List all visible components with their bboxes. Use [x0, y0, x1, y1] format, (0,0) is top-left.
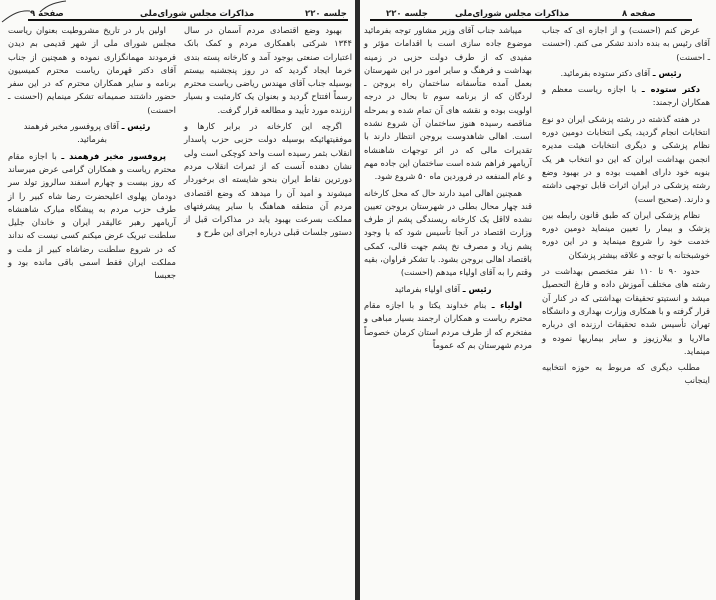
session-number: جلسه ۲۲۰: [386, 9, 428, 19]
paragraph-text: عرض کنم (احسنت) و از اجازه ای که جناب آقای رئیس به بنده دادند تشکر می کنم. (احسنت ـ احسنت): [542, 25, 710, 62]
paragraph: [8, 120, 176, 147]
page-8: [360, 0, 716, 600]
page-number: صفحه ۹: [30, 9, 64, 19]
paragraph: [8, 150, 176, 283]
paragraph: [8, 24, 176, 117]
paragraph-text: اولین بار در تاریخ مشروطیت بعنوان ریاست مجلس شورای ملی از شهر قدیمی بم دیدن فرمودند مهمانگزاری نموده و همچنین از جناب آقای دکتر قهرمان ریاست محترم کمیسیون برنامه و سایر همکاران محترم که در این سفر حضور داشتند صمیمانه تشکر مینمایم (احسنت ـ احسنت): [8, 25, 176, 115]
paragraph-text: با اجازه مقام محترم ریاست و همکاران گرامی عرض میرساند که روز بیست و چهارم اسفند سالروز تولد سر دودمان پهلوی اعلیحضرت رضا شاه کبیر را از طرف حزب مردم به پیشگاه مبارک شاهنشاه آریامهر رهبر عالیقدر ایران و خاندان جلیل سلطنت تبریک عرض میکنم کسی نیست که نداند که در شروع سلطنت رضاشاه کبیر از ملت و مملکت ایران فقط اسمی باقی مانده بود و جعبسا: [8, 150, 176, 281]
column-left: [8, 24, 176, 286]
speaker-name: پروفسور مخبر فرهمند ـ: [61, 150, 167, 161]
running-title: مذاکرات مجلس شورای‌ملی: [455, 9, 570, 19]
speaker-name: رئیس ـ: [652, 67, 682, 78]
paragraph-text: میباشد جناب آقای وزیر مشاور توجه بفرمائید موضوع جاده سازی است با اقدامات مؤثر و مفیدی که از طرف دولت حزبی در زمینه بهداشت و فرهنگ و سایر امور در این شهرستان بعمل آمده متأسفانه ساختمان راه بروجن ـ لردگان که از برنامه سوم تا بحال در درجه اولویت بوده و نقشه های آن تمام شده و بمرحله مناقصه رسیده هنوز ساختمان آن شروع نشده است. اهالی شاهدوست بروجن انتظار دارند با تقدیرات مالی که در اثر توجهات شاهنشاه آریامهر فراهم شده است ساختمان این جاده مهم و عام المنفعه در فروردین ماه ۵۰ شروع شود.: [364, 25, 532, 182]
paragraph: [542, 83, 710, 110]
paragraph: [364, 283, 532, 296]
paragraph: [364, 187, 532, 280]
paragraph-text: آقای پروفسور مخبر فرهمند بفرمائید.: [23, 121, 119, 145]
paragraph-text: همچنین اهالی امید دارند حال که محل کارخانه قند چهار محال بطلی در شهرستان بروجن تعیین نشده لااقل یک کارخانه ریسندگی پشم از طرف وزارت اقتصاد در آنجا تأسیس شود که با وجود پشم زیاد و مصرف نخ پشم جهت قالی، کمکی باقتصاد اهالی بروجن بشود. با تشکر فراوان، بقیه وقتم را به آقای اولیاء میدهم (احسنت): [364, 187, 532, 278]
paragraph-text: بهبود وضع اقتصادی مردم آسمان در سال ۱۳۴۴ شرکتی باهمکاری مردم و کمک بانک اعتبارات صنعتی بوجود آمد و کارخانه پسته بندی خرما ایجاد گردید که در روز پنجشنبه بیستم بوسیله جناب آقای مهندس ریاضی ریاست محترم رسماً افتتاح گردید و بعنوان یک کارمثبت و بسیار ارزنده مورد تأیید و مطالعه قرار گرفت.: [184, 25, 352, 115]
header-rule: [370, 19, 692, 21]
header-rule: [28, 19, 348, 21]
paragraph-text: بنام خداوند یکتا و با اجازه مقام محترم ریاست و همکاران ارجمند بسیار مباهی و مفتخرم که از طرف مردم استان کرمان خصوصاً مردم شهرستان بم که عموماً: [364, 299, 532, 350]
paragraph: [184, 24, 352, 117]
paragraph-text: با اجازه ریاست معظم و همکاران ارجمند:: [542, 84, 710, 108]
paragraph-text: آقای دکتر ستوده بفرمائید.: [560, 67, 651, 78]
paragraph: [542, 209, 710, 262]
speaker-name: رئیس ـ: [462, 283, 492, 294]
paragraph: [364, 24, 532, 184]
paragraph-text: اگرچه این کارخانه در برابر کارها و موفقیتهائیکه بوسیله دولت حزبی حزب پاسدار انقلاب بثمر رسیده است واحد کوچکی است ولی نشان دهنده آنست که از ثمرات انقلاب مردم دورترین نقاط ایران بنحو شایسته ای برخوردار میشوند و امید آن را میدهد که وضع اقتصادی مردم آن منطقه هماهنگ با سایر پیشرفتهای مملکت بسرعت بهبود یابد در مذاکرات قبل از دستور جلسات قبلی درباره اجرای این طرح و: [184, 121, 352, 238]
paragraph: [542, 24, 710, 64]
column-left: [364, 24, 532, 355]
running-title: مذاکرات مجلس شورای‌ملی: [140, 9, 255, 19]
paragraph: [184, 120, 352, 240]
paragraph-text: آقای اولیاء بفرمائید: [394, 283, 461, 294]
paragraph: [542, 67, 710, 80]
paragraph-text: نظام پزشکی ایران که طبق قانون رابطه بین پزشک و بیمار را تعیین مینماید دومین دوره خدمت خود را شروع مینماید و در این دوره خوشبختانه با توجه و علاقه بیشتر پزشکان: [542, 209, 710, 260]
page-number: صفحه ۸: [622, 9, 656, 19]
speaker-name: دکتر ستوده ـ: [641, 84, 700, 95]
page-9: [0, 0, 356, 600]
paragraph-text: حدود ۹۰ تا ۱۱۰ نفر متخصص بهداشت در رشته های مختلف آموزش داده و فارغ التحصیل میشد و انستیتو تحقیقات بهداشتی که در کنار آن قرار گرفته و با همکاری وزارت بهداری و دانشگاه تهران تأسیس شده تحقیقات ارزنده ای درباره مالاریا و بیلارزیوز و سایر بیماریها نموده و مینماید.: [542, 266, 710, 356]
speaker-name: رئیس ـ: [121, 121, 151, 132]
paragraph: [542, 113, 710, 206]
session-number: جلسه ۲۲۰: [305, 9, 347, 19]
paragraph-text: در هفته گذشته در رشته پزشکی ایران دو نوع انتخابات انجام گردید، یکی انتخابات دومین دوره نظام پزشکی و دیگری انتخابات هیئت مدیره انجمن بهداشت ایران که این دو انتخاب هر یک بنوبه خود دارای اهمیت بوده و در بهبود وضع رشته پزشکی در ایران اثرات قابل توجهی داشته و دارند. (صحیح است): [542, 113, 710, 204]
paragraph: [542, 265, 710, 358]
paragraph: [364, 299, 532, 352]
paragraph-text: مطلب دیگری که مربوط به حوزه انتخابیه اینجانب: [542, 362, 710, 386]
column-right: [542, 24, 710, 391]
paragraph: [542, 361, 710, 388]
speaker-name: اولیاء ـ: [491, 299, 522, 310]
column-right: [184, 24, 352, 243]
